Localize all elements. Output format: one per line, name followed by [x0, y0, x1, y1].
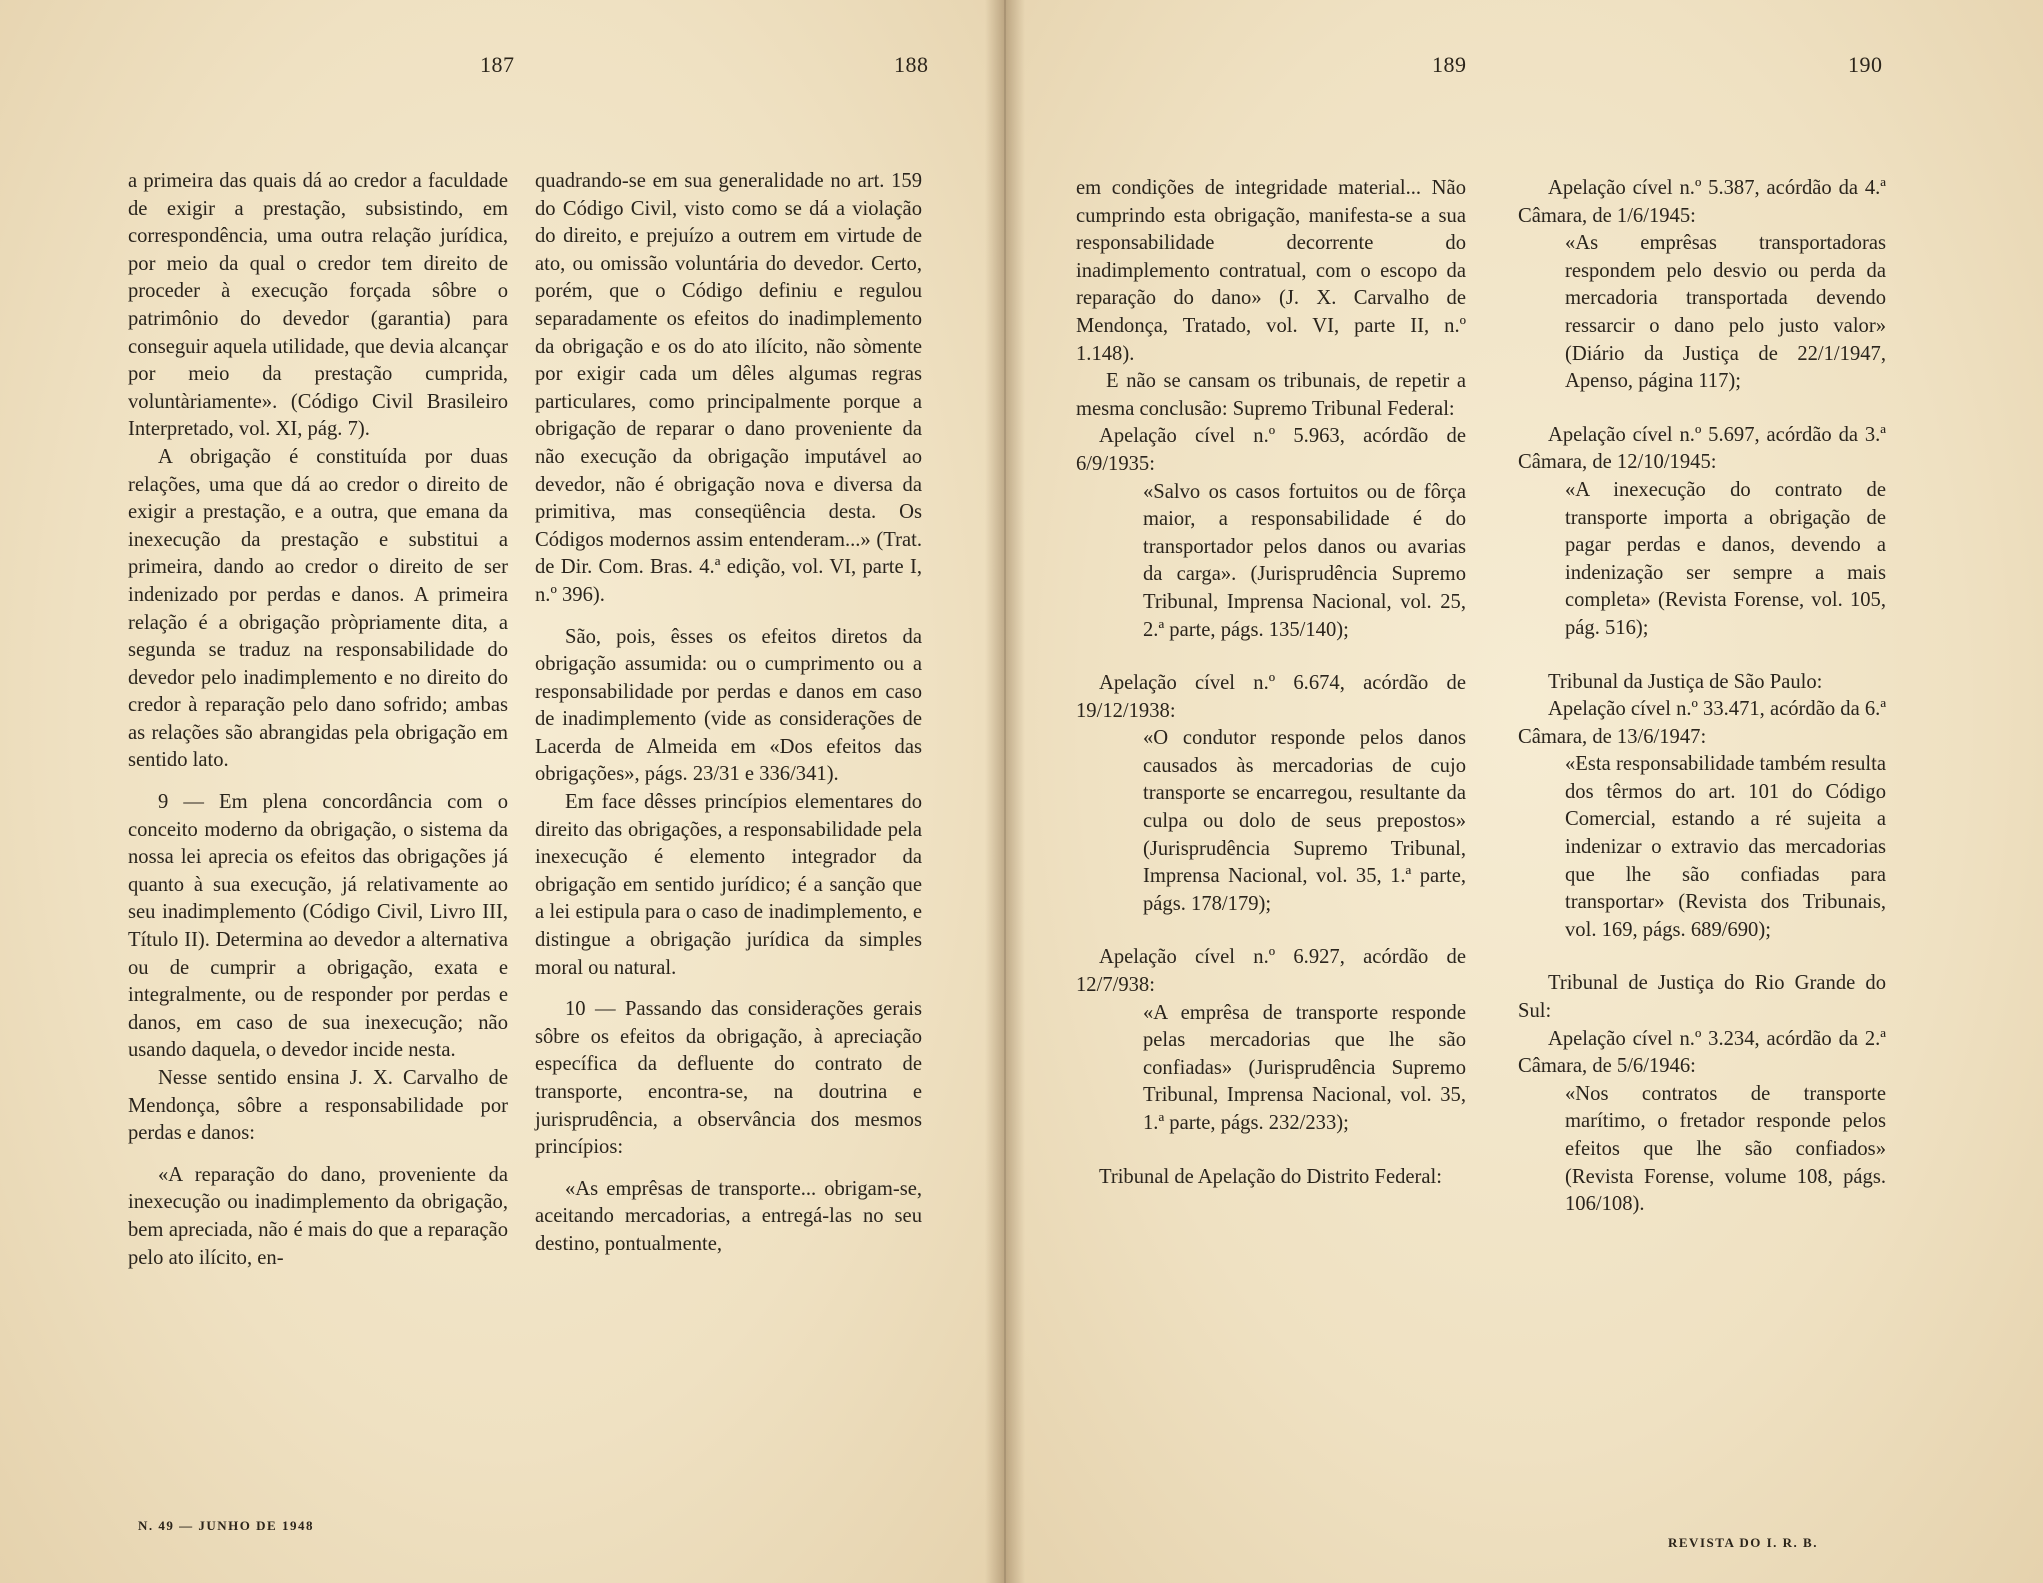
case-quote: «Nos contratos de transporte marítimo, o fretador responde pelos efeitos que lhe são confiados» (Revista Forense, volume 108, págs. 106/108). — [1565, 1082, 1886, 1216]
page-number-189: 189 — [1432, 52, 1467, 77]
paragraph: A obrigação é constituída por duas relações, uma que dá ao credor o direito de exigir a prestação, e a outra, que emana da inexecução da prestação e substitui a primeira, dando ao credor o direito de ser indenizado por perdas e danos. A primeira relação é a obrigação pròpriamente dita, a segunda se traduz na responsabilidade do devedor pelo inadimplemento e no direito do credor à reparação pelo dano sofrido; ambas as relações são abrangidas pela obrigação em sentido lato. — [128, 445, 508, 772]
case-heading: Apelação cível n.º 5.963, acórdão de 6/9/1935: — [1076, 425, 1466, 475]
paragraph: em condições de integridade material... Não cumprindo esta obrigação, manifesta-se a sua responsabilidade decorrente do inadimplemento contratual, com o escopo da reparação do dano» (J. X. Carvalho de Mendonça, Tratado, vol. VI, parte II, n.º 1.148). — [1076, 177, 1466, 365]
case-heading: Apelação cível n.º 3.234, acórdão da 2.ª Câmara, de 5/6/1946: — [1518, 1027, 1886, 1078]
column-page-188 — [535, 168, 922, 1259]
court-heading: Tribunal de Apelação do Distrito Federal: — [1099, 1165, 1442, 1188]
paragraph-section-10: 10 — Passando das considerações gerais sôbre os efeitos da obrigação, à apreciação específica da defluente do contrato de transporte, encontra-se, na doutrina e jurisprudência, a observância dos mesmos princípios: — [535, 998, 922, 1159]
case-heading: Apelação cível n.º 33.471, acórdão da 6.ª Câmara, de 13/6/1947: — [1518, 698, 1887, 748]
paragraph: quadrando-se em sua generalidade no art. 159 do Código Civil, visto como se dá a violação do direito, e prejuízo a outrem em virtude de ato, ou omissão voluntária do devedor. Certo, porém, que o Código definiu e regulou separadamente os efeitos do inadimplemento da obrigação e os do ato ilícito, não sòmente por exigir cada um dêles algumas regras particulares, como principalmente porque a obrigação de reparar o dano proveniente da não execução da obrigação imputável ao devedor, não é obrigação nova e diversa da primitiva, mas conseqüência desta. Os Códigos modernos assim entenderam...» (Trat. de Dir. Com. Bras. 4.ª edição, vol. VI, parte I, n.º 396). — [535, 170, 922, 606]
case-quote: «A inexecução do contrato de transporte importa a obrigação de pagar perdas e danos, devendo a indenização ser sempre a mais completa» (Revista Forense, vol. 105, pág. 516); — [1565, 478, 1886, 639]
paragraph: a primeira das quais dá ao credor a faculdade de exigir a prestação, subsistindo, em correspondência, uma outra relação jurídica, por meio da qual o credor tem direito de proceder à execução forçada sôbre o patrimônio do devedor (garantia) para conseguir aquela utilidade, que devia alcançar por meio da prestação cumprida, voluntàriamente». (Código Civil Brasileiro Interpretado, vol. XI, pág. 7). — [128, 170, 508, 441]
case-quote: «Esta responsabilidade também resulta dos têrmos do art. 101 do Código Comercial, estando a ré sujeita a indenizar o extravio das mercadorias que lhe são confiadas para transportar» (Revista dos Tribunais, vol. 169, págs. 689/690); — [1565, 753, 1886, 941]
page-number-190: 190 — [1848, 52, 1883, 77]
paragraph-section-9: 9 — Em plena concordância com o conceito moderno da obrigação, o sistema da nossa lei aprecia os efeitos das obrigações já quanto à sua execução, já relativamente ao seu inadimplemento (Código Civil, Livro III, Título II). Determina ao devedor a alternativa ou de cumprir a obrigação, exata e integralmente, ou de responder por perdas e danos, em caso de sua inexecução; não usando daquela, o devedor incide nesta. — [128, 791, 508, 1062]
footer-journal: REVISTA DO I. R. B. — [1668, 1535, 1818, 1550]
column-page-187 — [128, 168, 508, 1272]
case-heading: Apelação cível n.º 6.927, acórdão de 12/7/938: — [1076, 946, 1466, 997]
case-quote: «O condutor responde pelos danos causados às mercadorias de cujo transporte se encarregou, resultante da culpa ou dolo de seus prepostos» (Jurisprudência Supremo Tribunal, Imprensa Nacional, vol. 35, 1.ª parte, págs. 178/179); — [1143, 727, 1466, 915]
court-heading: Tribunal de Justiça do Rio Grande do Sul: — [1518, 972, 1886, 1023]
book-gutter — [985, 0, 1025, 1583]
page-number-187: 187 — [480, 52, 515, 77]
paragraph: Em face dêsses princípios elementares do direito das obrigações, a responsabilidade pela inexecução é elemento integrador da obrigação em sentido jurídico; é a sanção que a lei estipula para o caso de inadimplemento, e distingue a obrigação jurídica da simples moral ou natural. — [535, 791, 922, 979]
case-heading: Apelação cível n.º 6.674, acórdão de 19/12/1938: — [1076, 672, 1466, 722]
case-quote: «As emprêsas transportadoras respondem pelo desvio ou perda da mercadoria transportada devendo ressarcir o dano pelo justo valor» (Diário da Justiça de 22/1/1947, Apenso, página 117); — [1565, 232, 1886, 393]
case-quote: «A emprêsa de transporte responde pelas mercadorias que lhe são confiadas» (Jurisprudência Supremo Tribunal, Imprensa Nacional, vol. 35, 1.ª parte, págs. 232/233); — [1143, 1001, 1466, 1134]
paragraph: São, pois, êsses os efeitos diretos da obrigação assumida: ou o cumprimento ou a responsabilidade por perdas e danos em caso de inadimplemento (vide as considerações de Lacerda de Almeida em «Dos efeitos das obrigações», págs. 23/31 e 336/341). — [535, 625, 922, 786]
paragraph: Nesse sentido ensina J. X. Carvalho de Mendonça, sôbre a responsabilidade por perdas e danos: — [128, 1067, 508, 1145]
court-heading: Tribunal da Justiça de São Paulo: — [1548, 670, 1823, 693]
paragraph: E não se cansam os tribunais, de repetir a mesma conclusão: Supremo Tribunal Federal: — [1076, 370, 1466, 420]
column-page-189 — [1076, 175, 1466, 1191]
case-heading: Apelação cível n.º 5.697, acórdão da 3.ª Câmara, de 12/10/1945: — [1518, 423, 1886, 474]
quote-paragraph: «As emprêsas de transporte... obrigam-se, aceitando mercadorias, a entregá-las no seu destino, pontualmente, — [535, 1177, 922, 1255]
case-quote: «Salvo os casos fortuitos ou de fôrça maior, a responsabilidade é do transportador pelos danos ou avarias da carga». (Jurisprudência Supremo Tribunal, Imprensa Nacional, vol. 25, 2.ª parte, págs. 135/140); — [1143, 480, 1466, 641]
column-page-190 — [1518, 175, 1886, 1219]
quote-paragraph: «A reparação do dano, proveniente da inexecução ou inadimplemento da obrigação, bem apreciada, não é mais do que a reparação pelo ato ilícito, en- — [128, 1163, 508, 1269]
case-heading: Apelação cível n.º 5.387, acórdão da 4.ª Câmara, de 1/6/1945: — [1518, 177, 1886, 227]
page-number-188: 188 — [894, 52, 929, 77]
footer-issue: N. 49 — JUNHO DE 1948 — [138, 1518, 314, 1533]
